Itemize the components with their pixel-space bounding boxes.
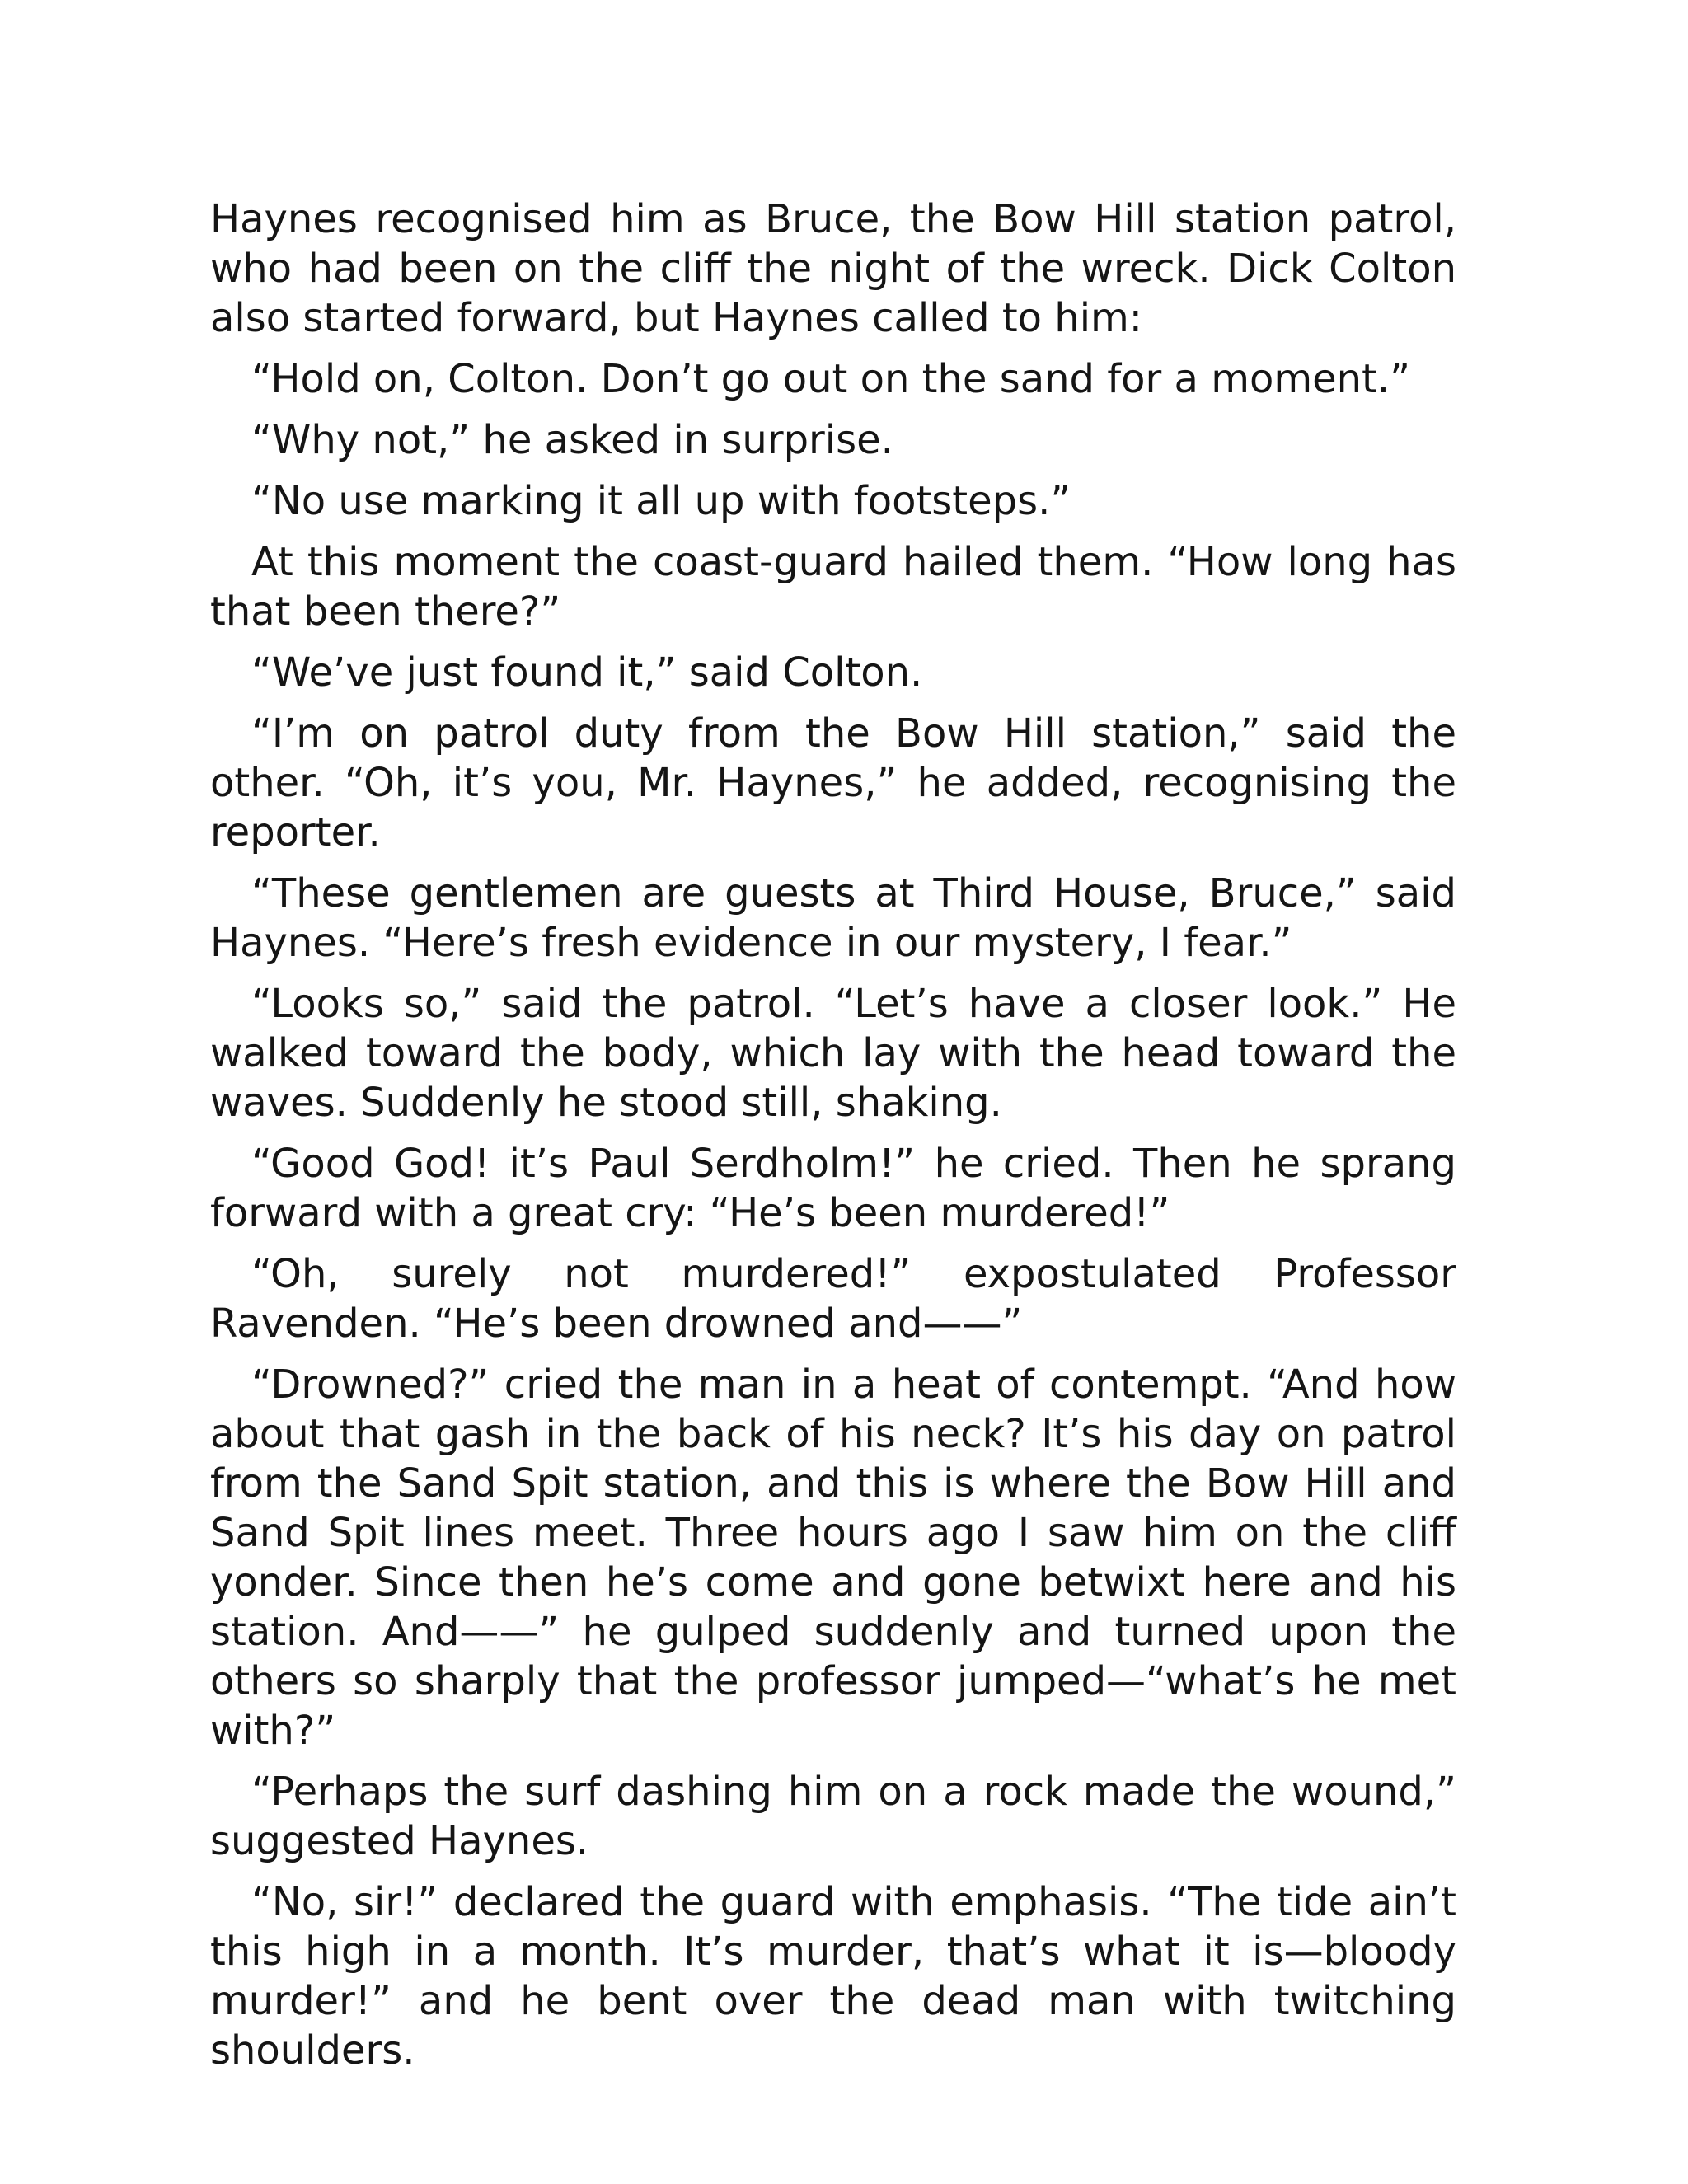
paragraph-10: “Good God! it’s Paul Serdholm!” he cried. Then he sprang forward with a great cry: “He’s been murdered!”	[210, 1141, 1456, 1236]
paragraph-12: “Drowned?” cried the man in a heat of contempt. “And how about that gash in the back of his neck? It’s his day on patrol from the Sand Spit station, and this is where the Bow Hill and Sand Spit lines meet. Three hours ago I saw him on the cliff yonder. Since then he’s come and gone betwixt here and his station. And——” he gulped suddenly and turned upon the others so sharply that the professor jumped—“what’s he met with?”	[210, 1361, 1456, 1754]
paragraph-6: “We’ve just found it,” said Colton.	[251, 649, 923, 696]
paragraph-7: “I’m on patrol duty from the Bow Hill station,” said the other. “Oh, it’s you, Mr. Haynes,” he added, recognising the reporter.	[210, 710, 1456, 855]
paragraph-1: Haynes recognised him as Bruce, the Bow Hill station patrol, who had been on the cliff the night of the wreck. Dick Colton also started forward, but Haynes called to him:	[210, 196, 1456, 341]
paragraph-13: “Perhaps the surf dashing him on a rock made the wound,” suggested Haynes.	[210, 1769, 1456, 1864]
paragraph-11: “Oh, surely not murdered!” expostulated Professor Ravenden. “He’s been drowned and——”	[210, 1251, 1456, 1347]
paragraph-3: “Why not,” he asked in surprise.	[251, 417, 893, 463]
paragraph-5: At this moment the coast-guard hailed them. “How long has that been there?”	[210, 539, 1456, 635]
paragraph-4: “No use marking it all up with footsteps.”	[251, 478, 1071, 524]
paragraph-8: “These gentlemen are guests at Third House, Bruce,” said Haynes. “Here’s fresh evidence in our mystery, I fear.”	[210, 870, 1456, 966]
paragraph-9: “Looks so,” said the patrol. “Let’s have a closer look.” He walked toward the body, which lay with the head toward the waves. Suddenly he stood still, shaking.	[210, 981, 1456, 1126]
paragraph-2: “Hold on, Colton. Don’t go out on the sand for a moment.”	[251, 356, 1410, 402]
paragraph-14: “No, sir!” declared the guard with emphasis. “The tide ain’t this high in a month. It’s murder, that’s what it is—bloody murder!” and he bent over the dead man with twitching shoulders.	[210, 1879, 1456, 2074]
book-page	[210, 194, 1456, 2087]
